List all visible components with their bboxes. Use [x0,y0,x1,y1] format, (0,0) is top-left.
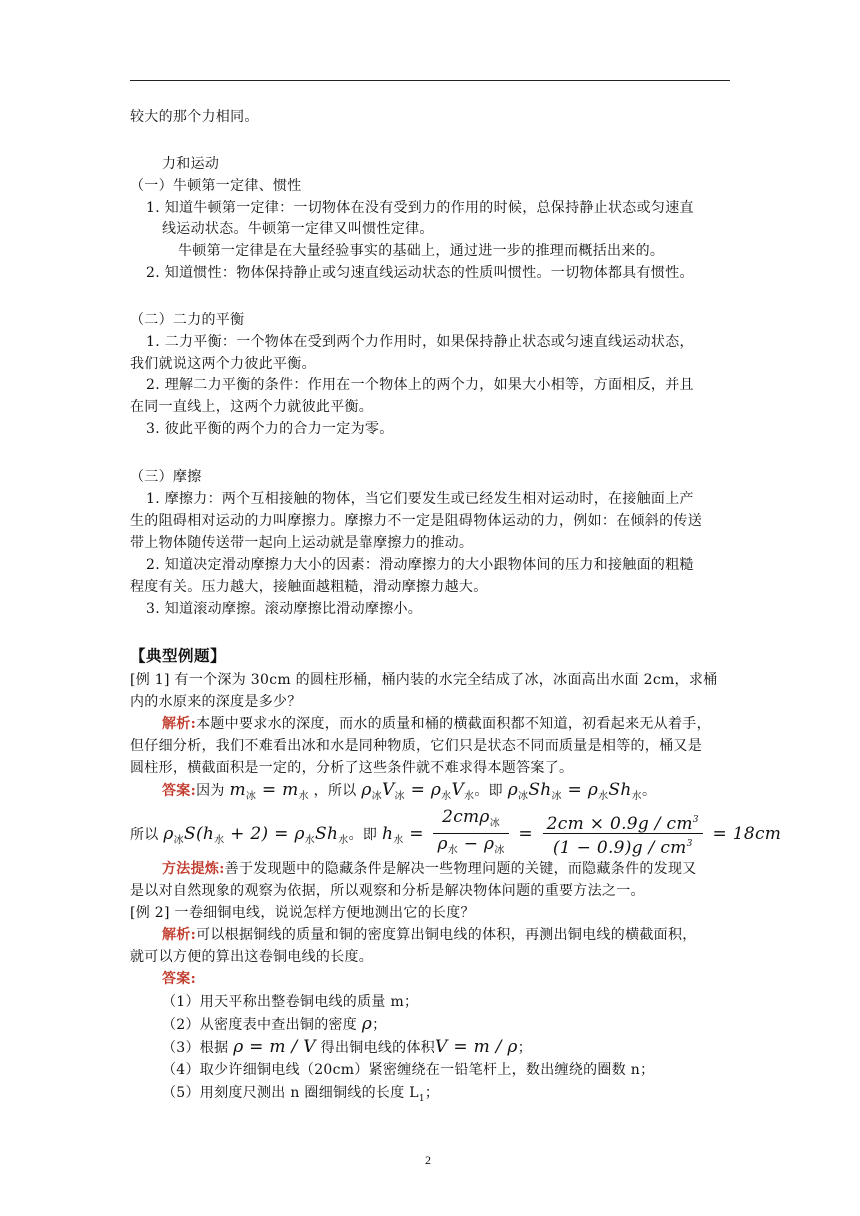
text-line: 牛顿第一定律是在大量经验事实的基础上，通过进一步的推理而概括出来的。 [178,243,665,259]
text-line: 3. 彼此平衡的两个力的合力一定为零。 [146,421,394,437]
text-line: 1. 二力平衡：一个物体在受到两个力作用时，如果保持静止状态或匀速直线运动状态， [146,334,694,350]
text-line: 但仔细分析，我们不难看出冰和水是同种物质，它们只是状态不同而质量是相等的，桶又是 [130,738,702,754]
fraction-numeric: $\frac{2cm \times 0.9g / cm^3}{(1 - 0.9)g / cm^3}$ [543,811,703,858]
step-3: （3）根据 ρ = m / V 得出铜电线的体积V = m / ρ； [162,1037,533,1057]
rho-symbol: ρ [361,1014,373,1034]
text-line: 2. 知道决定滑动摩擦力大小的因素：滑动摩擦力的大小跟物体间的压力和接触面的粗糙 [146,557,694,573]
subsection-title: （三）摩擦 [130,469,202,485]
step-1: （1）用天平称出整卷铜电线的质量 m； [162,994,419,1010]
answer-text: 所以 [130,827,159,843]
text-line: 在同一直线上，这两个力就彼此平衡。 [130,399,374,415]
fraction-symbolic: $\frac{2cm\rho_冰}{\rho_水 - \rho_冰}$ [433,808,508,861]
text-line: 1. 知道牛顿第一定律：一切物体在没有受到力的作用的时候，总保持静止状态或匀速直 [146,200,694,216]
subsection-title: （一）牛顿第一定律、惯性 [130,178,302,194]
method-label: 方法提炼: [162,861,225,877]
section-title: 力和运动 [162,156,220,172]
step-4: （4）取少许细铜电线（20cm）紧密缠绕在一铅笔杆上，数出缠绕的圈数 n； [162,1062,655,1078]
method-text: 善于发现题中的隐藏条件是解决一些物理问题的关键，而隐藏条件的发现又 [224,861,697,877]
volume-formula: V = m / ρ [435,1037,518,1057]
analysis-text: 可以根据铜线的质量和铜的密度算出铜电线的体积，再测出铜电线的横截面积， [196,927,697,943]
text-line: 2. 理解二力平衡的条件：作用在一个物体上的两个力，如果大小相等，方面相反，并且 [146,377,694,393]
subsection-title: （二）二力的平衡 [130,312,245,328]
answer-text: 。即 [474,783,503,799]
examples-heading: 【典型例题】 [130,646,227,665]
answer-text: 因为 [196,783,225,799]
text-line: 就可以方便的算出这卷铜电线的长度。 [130,949,374,965]
text-line: 内的水原来的深度是多少？ [130,694,302,710]
analysis-text: 本题中要求水的深度，而水的质量和桶的横截面积都不知道，初看起来无从着手， [196,716,711,732]
header-rule [130,80,730,81]
method-line [162,859,697,879]
text-line: 线运动状态。牛顿第一定律又叫惯性定律。 [162,221,434,237]
text-line: 3. 知道滚动摩擦。滚动摩擦比滑动摩擦小。 [146,601,423,617]
equation-result: $h_水$ = $\frac{2cm\rho_冰}{\rho_水 - \rho_冰}$ = $\frac{2cm \times 0.9g / cm^3}{(1 - 0.9)g / cm^3}$ = 18cm [382,824,781,844]
equation-volume: $\rho_冰V_冰 = \rho_水V_水$ [361,780,475,802]
answer-label: 答案: [162,783,197,799]
page-number: 2 [425,1153,431,1167]
text-line: 1. 摩擦力：两个互相接触的物体，当它们要发生或已经发生相对运动时，在接触面上产 [146,491,694,507]
answer-line-2 [130,807,782,858]
analysis-label: 解析: [162,716,197,732]
answer-line-1: 答案:因为 $m_冰 = m_水$ ，所以 $\rho_冰V_冰 = \rho_水V_水$。即 $\rho_冰Sh_冰 = \rho_水Sh_水$。 [162,780,657,802]
text-line: 是以对自然现象的观察为依据，所以观察和分析是解决物体问题的重要方法之一。 [130,883,645,899]
answer-label: 答案: [162,971,197,987]
example-1-question: [例 1] 有一个深为 30cm 的圆柱形桶，桶内装的水完全结成了冰，冰面高出水面 2cm，求桶 [130,672,718,688]
text-line: 我们就说这两个力彼此平衡。 [130,356,316,372]
text-line: 2. 知道惯性：物体保持静止或匀速直线运动状态的性质叫惯性。一切物体都具有惯性。 [146,265,694,281]
equation-mass: $m_冰 = m_水$ [229,780,309,802]
equation-height: $\rho_冰S(h_水 + 2) = \rho_水Sh_水$ [163,824,349,846]
analysis-line [162,925,697,945]
step-2: （2）从密度表中查出铜的密度 ρ； [162,1014,387,1034]
text-line: 圆柱形，横截面积是一定的，分析了这些条件就不难求得本题答案了。 [130,760,574,776]
answer-text: 。即 [348,827,378,843]
answer-text: ，所以 [313,783,357,799]
analysis-label: 解析: [162,927,197,943]
density-formula: ρ = m / V [233,1037,316,1057]
text-line: 程度有关。压力越大，接触面越粗糙，滑动摩擦力越大。 [130,579,488,595]
text-line: 带上物体随传送带一起向上运动就是靠摩擦力的推动。 [130,535,474,551]
example-2-question: [例 2] 一卷细铜电线，说说怎样方便地测出它的长度？ [130,905,475,921]
equation-area: $\rho_冰Sh_冰 = \rho_水Sh_水$ [507,780,642,802]
text-line: 较大的那个力相同。 [130,109,259,125]
answer-label-line [162,969,196,989]
analysis-line [162,714,711,734]
step-5: （5）用刻度尺测出 n 圈细铜线的长度 $L_1$； [162,1085,440,1104]
text-line: 生的阻碍相对运动的力叫摩擦力。摩擦力不一定是阻碍物体运动的力，例如：在倾斜的传送 [130,513,702,529]
